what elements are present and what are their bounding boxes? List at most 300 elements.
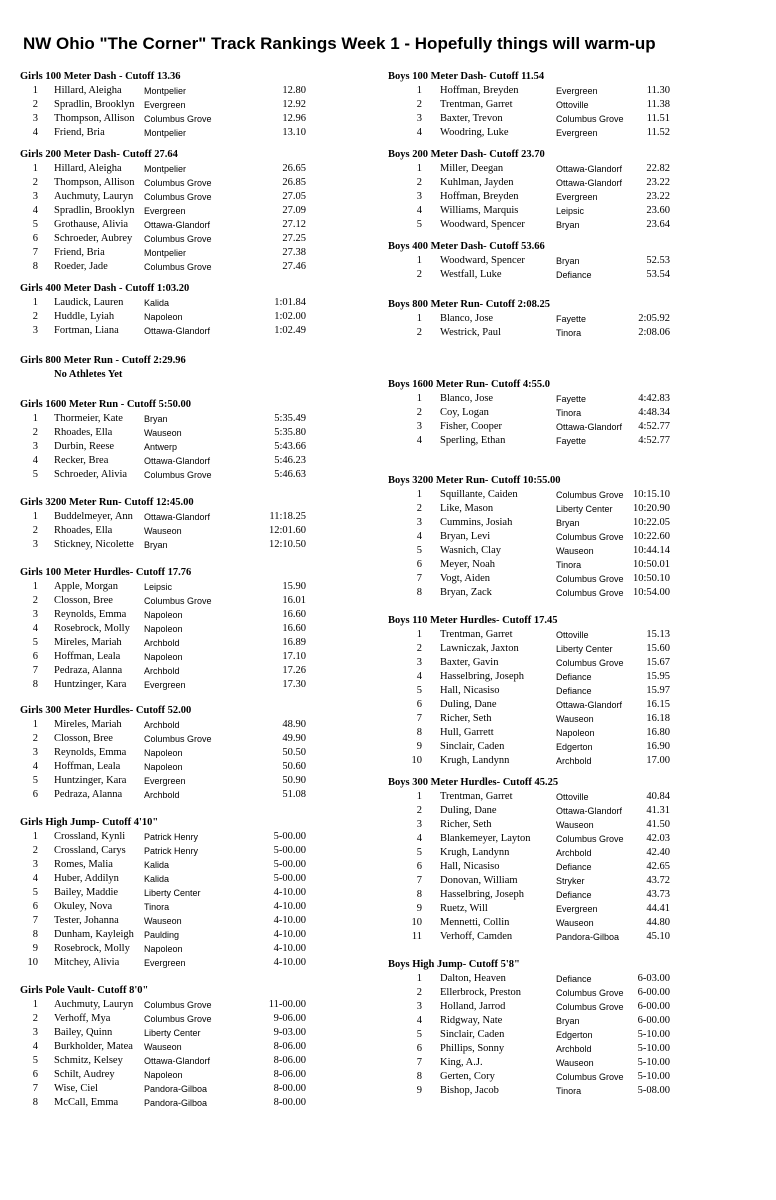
rank: 3 bbox=[416, 517, 422, 528]
athlete-name: Krugh, Landynn bbox=[440, 755, 510, 766]
athlete-name: Ruetz, Will bbox=[440, 903, 488, 914]
school: Bryan bbox=[556, 518, 580, 528]
result-row bbox=[388, 1084, 748, 1098]
result-row bbox=[388, 126, 748, 140]
athlete-name: Stickney, Nicolette bbox=[54, 539, 134, 550]
athlete-name: Richer, Seth bbox=[440, 713, 492, 724]
rank: 3 bbox=[416, 191, 422, 202]
event-block bbox=[388, 474, 748, 600]
mark: 43.72 bbox=[646, 875, 670, 886]
result-row bbox=[20, 622, 380, 636]
event-block bbox=[20, 398, 380, 482]
school: Archbold bbox=[556, 848, 592, 858]
mark: 15.13 bbox=[646, 629, 670, 640]
school: Fayette bbox=[556, 394, 587, 404]
result-row bbox=[388, 804, 748, 818]
mark: 23.60 bbox=[646, 205, 670, 216]
mark: 12:10.50 bbox=[268, 539, 306, 550]
mark: 42.40 bbox=[646, 847, 670, 858]
mark: 4-10.00 bbox=[273, 957, 306, 968]
athlete-name: Buddelmeyer, Ann bbox=[54, 511, 133, 522]
athlete-name: Romes, Malia bbox=[54, 859, 113, 870]
mark: 10:54.00 bbox=[632, 587, 670, 598]
athlete-name: Huntzinger, Kara bbox=[54, 775, 127, 786]
school: Napoleon bbox=[144, 312, 183, 322]
mark: 41.50 bbox=[646, 819, 670, 830]
mark: 10:15.10 bbox=[632, 489, 670, 500]
school: Ottoville bbox=[556, 100, 589, 110]
athlete-name: Reynolds, Emma bbox=[54, 747, 127, 758]
athlete-name: Baxter, Gavin bbox=[440, 657, 499, 668]
athlete-name: Duling, Dane bbox=[440, 699, 497, 710]
athlete-name: Phillips, Sonny bbox=[440, 1043, 505, 1054]
rank: 5 bbox=[416, 847, 422, 858]
mark: 4:52.77 bbox=[638, 435, 670, 446]
mark: 16.18 bbox=[646, 713, 670, 724]
result-row bbox=[388, 420, 748, 434]
athlete-name: Duling, Dane bbox=[440, 805, 497, 816]
school: Wauseon bbox=[556, 820, 594, 830]
result-row bbox=[20, 176, 380, 190]
athlete-name: Thompson, Allison bbox=[54, 177, 135, 188]
result-row bbox=[388, 406, 748, 420]
mark: 23.22 bbox=[646, 191, 670, 202]
school: Ottawa-Glandorf bbox=[144, 512, 211, 522]
mark: 10:22.60 bbox=[632, 531, 670, 542]
result-row bbox=[20, 914, 380, 928]
result-row bbox=[20, 788, 380, 802]
school: Archbold bbox=[144, 666, 180, 676]
mark: 5-08.00 bbox=[637, 1085, 670, 1096]
result-row bbox=[388, 502, 748, 516]
rank: 7 bbox=[416, 1057, 422, 1068]
rank: 1 bbox=[32, 413, 38, 424]
result-row bbox=[20, 608, 380, 622]
mark: 4:52.77 bbox=[638, 421, 670, 432]
result-row bbox=[388, 656, 748, 670]
school: Paulding bbox=[144, 930, 180, 940]
mark: 10:44.14 bbox=[632, 545, 670, 556]
school: Wauseon bbox=[556, 546, 594, 556]
result-row bbox=[20, 774, 380, 788]
athlete-name: Miller, Deegan bbox=[440, 163, 504, 174]
result-row bbox=[388, 190, 748, 204]
mark: 8-06.00 bbox=[273, 1041, 306, 1052]
athlete-name: Hillard, Aleigha bbox=[54, 163, 122, 174]
school: Columbus Grove bbox=[556, 658, 624, 668]
school: Columbus Grove bbox=[144, 234, 212, 244]
school: Defiance bbox=[556, 862, 592, 872]
rank: 2 bbox=[32, 177, 38, 188]
athlete-name: Auchmuty, Lauryn bbox=[54, 999, 134, 1010]
result-row bbox=[388, 1014, 748, 1028]
school: Defiance bbox=[556, 974, 592, 984]
mark: 6-03.00 bbox=[637, 973, 670, 984]
school: Defiance bbox=[556, 270, 592, 280]
athlete-name: Dalton, Heaven bbox=[440, 973, 506, 984]
result-row bbox=[388, 84, 748, 98]
athlete-name: Bailey, Maddie bbox=[54, 887, 119, 898]
athlete-name: Baxter, Trevon bbox=[440, 113, 503, 124]
result-row bbox=[388, 516, 748, 530]
mark: 11.30 bbox=[646, 85, 670, 96]
athlete-name: Blankemeyer, Layton bbox=[440, 833, 531, 844]
rank: 8 bbox=[416, 889, 422, 900]
athlete-name: McCall, Emma bbox=[54, 1097, 119, 1108]
rank: 6 bbox=[416, 699, 422, 710]
result-row bbox=[20, 858, 380, 872]
school: Ottawa-Glandorf bbox=[144, 220, 211, 230]
school: Columbus Grove bbox=[556, 490, 624, 500]
mark: 15.97 bbox=[646, 685, 670, 696]
rank: 3 bbox=[416, 657, 422, 668]
result-row bbox=[388, 832, 748, 846]
athlete-name: Schilt, Audrey bbox=[54, 1069, 115, 1080]
mark: 11.38 bbox=[646, 99, 670, 110]
rank: 7 bbox=[32, 247, 38, 258]
rank: 4 bbox=[416, 531, 422, 542]
result-row bbox=[388, 268, 748, 282]
mark: 17.00 bbox=[646, 755, 670, 766]
athlete-name: Sinclair, Caden bbox=[440, 1029, 505, 1040]
school: Leipsic bbox=[144, 582, 173, 592]
mark: 27.38 bbox=[282, 247, 306, 258]
mark: 50.50 bbox=[282, 747, 306, 758]
mark: 8-00.00 bbox=[273, 1097, 306, 1108]
rank: 7 bbox=[32, 915, 38, 926]
mark: 48.90 bbox=[282, 719, 306, 730]
school: Kalida bbox=[144, 874, 170, 884]
school: Columbus Grove bbox=[556, 588, 624, 598]
event-title: Boys 200 Meter Dash- Cutoff 23.70 bbox=[388, 149, 545, 160]
mark: 5-00.00 bbox=[273, 831, 306, 842]
result-row bbox=[20, 440, 380, 454]
athlete-name: Reynolds, Emma bbox=[54, 609, 127, 620]
mark: 5:46.23 bbox=[274, 455, 306, 466]
school: Bryan bbox=[144, 540, 168, 550]
rank: 7 bbox=[416, 713, 422, 724]
result-row bbox=[20, 204, 380, 218]
school: Tinora bbox=[556, 328, 582, 338]
rank: 1 bbox=[416, 489, 422, 500]
event-block bbox=[388, 378, 748, 448]
event-title: Girls 100 Meter Dash - Cutoff 13.36 bbox=[20, 71, 181, 82]
rank: 3 bbox=[416, 1001, 422, 1012]
rank: 4 bbox=[416, 1015, 422, 1026]
event-title: Boys 100 Meter Dash- Cutoff 11.54 bbox=[388, 71, 545, 82]
result-row bbox=[388, 218, 748, 232]
result-row bbox=[388, 684, 748, 698]
rank: 7 bbox=[32, 1083, 38, 1094]
rank: 7 bbox=[416, 875, 422, 886]
rank: 1 bbox=[416, 393, 422, 404]
mark: 15.95 bbox=[646, 671, 670, 682]
rank: 2 bbox=[416, 99, 422, 110]
mark: 17.10 bbox=[282, 651, 306, 662]
rank: 7 bbox=[416, 573, 422, 584]
school: Fayette bbox=[556, 314, 587, 324]
event-title: Boys 110 Meter Hurdles- Cutoff 17.45 bbox=[388, 615, 558, 626]
school: Ottoville bbox=[556, 792, 589, 802]
school: Columbus Grove bbox=[144, 734, 212, 744]
athlete-name: Holland, Jarrod bbox=[440, 1001, 506, 1012]
mark: 17.30 bbox=[282, 679, 306, 690]
school: Columbus Grove bbox=[144, 114, 212, 124]
event-title: Girls 100 Meter Hurdles- Cutoff 17.76 bbox=[20, 567, 192, 578]
mark: 15.67 bbox=[646, 657, 670, 668]
result-row bbox=[388, 530, 748, 544]
mark: 5-10.00 bbox=[637, 1043, 670, 1054]
rank: 1 bbox=[416, 973, 422, 984]
event-block bbox=[388, 240, 748, 282]
result-row bbox=[20, 296, 380, 310]
mark: 16.15 bbox=[646, 699, 670, 710]
school: Columbus Grove bbox=[144, 1000, 212, 1010]
school: Napoleon bbox=[144, 610, 183, 620]
result-row bbox=[20, 310, 380, 324]
event-title: Boys 800 Meter Run- Cutoff 2:08.25 bbox=[388, 299, 550, 310]
rank: 4 bbox=[32, 205, 38, 216]
athlete-name: Crossland, Kynli bbox=[54, 831, 126, 842]
athlete-name: Bailey, Quinn bbox=[54, 1027, 113, 1038]
result-row bbox=[20, 524, 380, 538]
result-row bbox=[388, 726, 748, 740]
mark: 22.82 bbox=[646, 163, 670, 174]
result-row bbox=[388, 1028, 748, 1042]
athlete-name: Williams, Marquis bbox=[440, 205, 519, 216]
result-row bbox=[20, 1082, 380, 1096]
event-block bbox=[20, 984, 380, 1110]
school: Archbold bbox=[144, 720, 180, 730]
rank: 3 bbox=[32, 539, 38, 550]
school: Bryan bbox=[556, 220, 580, 230]
result-row bbox=[20, 998, 380, 1012]
result-row bbox=[20, 1096, 380, 1110]
mark: 11.52 bbox=[646, 127, 670, 138]
event-block bbox=[20, 282, 380, 338]
result-row bbox=[388, 860, 748, 874]
school: Ottawa-Glandorf bbox=[556, 422, 623, 432]
result-row bbox=[20, 510, 380, 524]
mark: 13.10 bbox=[282, 127, 306, 138]
mark: 23.64 bbox=[646, 219, 670, 230]
school: Evergreen bbox=[144, 958, 186, 968]
result-row bbox=[20, 112, 380, 126]
result-row bbox=[20, 664, 380, 678]
athlete-name: Squillante, Caiden bbox=[440, 489, 518, 500]
school: Archbold bbox=[556, 1044, 592, 1054]
athlete-name: Hoffman, Leala bbox=[54, 651, 121, 662]
result-row bbox=[388, 1056, 748, 1070]
event-title: Girls 400 Meter Dash - Cutoff 1:03.20 bbox=[20, 283, 190, 294]
rank: 1 bbox=[32, 831, 38, 842]
mark: 5-00.00 bbox=[273, 873, 306, 884]
athlete-name: Lawniczak, Jaxton bbox=[440, 643, 519, 654]
athlete-name: Ridgway, Nate bbox=[440, 1015, 503, 1026]
page-title: NW Ohio "The Corner" Track Rankings Week 1 - Hopefully things will warm-up bbox=[23, 34, 656, 53]
mark: 1:02.00 bbox=[274, 311, 306, 322]
boys-column bbox=[388, 70, 748, 1098]
school: Columbus Grove bbox=[144, 178, 212, 188]
result-row bbox=[20, 218, 380, 232]
mark: 1:02.49 bbox=[274, 325, 306, 336]
rank: 2 bbox=[416, 407, 422, 418]
rank: 8 bbox=[32, 929, 38, 940]
event-block bbox=[388, 70, 748, 140]
rank: 4 bbox=[32, 1041, 38, 1052]
mark: 26.85 bbox=[282, 177, 306, 188]
athlete-name: Rosebrock, Molly bbox=[54, 943, 130, 954]
athlete-name: Verhoff, Mya bbox=[54, 1013, 111, 1024]
event-title: Girls 300 Meter Hurdles- Cutoff 52.00 bbox=[20, 705, 192, 716]
result-row bbox=[388, 902, 748, 916]
athlete-name: Kuhlman, Jayden bbox=[440, 177, 514, 188]
school: Archbold bbox=[556, 756, 592, 766]
rank: 3 bbox=[32, 113, 38, 124]
school: Evergreen bbox=[144, 776, 186, 786]
school: Liberty Center bbox=[556, 504, 613, 514]
school: Ottawa-Glandorf bbox=[556, 700, 623, 710]
school: Pandora-Gilboa bbox=[144, 1084, 208, 1094]
school: Montpelier bbox=[144, 248, 187, 258]
mark: 10:20.90 bbox=[632, 503, 670, 514]
mark: 10:50.01 bbox=[632, 559, 670, 570]
mark: 17.26 bbox=[282, 665, 306, 676]
result-row bbox=[20, 886, 380, 900]
athlete-name: Bryan, Zack bbox=[440, 587, 492, 598]
rank: 5 bbox=[416, 219, 422, 230]
school: Napoleon bbox=[144, 1070, 183, 1080]
rank: 10 bbox=[411, 755, 422, 766]
rank: 1 bbox=[416, 85, 422, 96]
mark: 5:35.80 bbox=[274, 427, 306, 438]
rank: 3 bbox=[32, 859, 38, 870]
athlete-name: Hoffman, Leala bbox=[54, 761, 121, 772]
athlete-name: Krugh, Landynn bbox=[440, 847, 510, 858]
mark: 52.53 bbox=[646, 255, 670, 266]
school: Edgerton bbox=[556, 742, 593, 752]
result-row bbox=[20, 126, 380, 140]
school: Evergreen bbox=[556, 86, 598, 96]
rank: 3 bbox=[416, 113, 422, 124]
mark: 6-00.00 bbox=[637, 987, 670, 998]
mark: 5-10.00 bbox=[637, 1057, 670, 1068]
rank: 7 bbox=[32, 665, 38, 676]
rank: 9 bbox=[416, 741, 422, 752]
mark: 5-10.00 bbox=[637, 1029, 670, 1040]
school: Ottawa-Glandorf bbox=[556, 806, 623, 816]
mark: 4:42.83 bbox=[638, 393, 670, 404]
rank: 6 bbox=[32, 789, 38, 800]
athlete-name: Hall, Nicasiso bbox=[440, 685, 500, 696]
mark: 11-00.00 bbox=[268, 999, 306, 1010]
rank: 2 bbox=[416, 327, 422, 338]
mark: 8-00.00 bbox=[273, 1083, 306, 1094]
athlete-name: Fisher, Cooper bbox=[440, 421, 502, 432]
school: Bryan bbox=[144, 414, 168, 424]
rank: 1 bbox=[32, 85, 38, 96]
athlete-name: Gerten, Cory bbox=[440, 1071, 495, 1082]
result-row bbox=[20, 162, 380, 176]
rank: 8 bbox=[416, 727, 422, 738]
result-row bbox=[20, 760, 380, 774]
rank: 6 bbox=[32, 1069, 38, 1080]
mark: 4-10.00 bbox=[273, 901, 306, 912]
result-row bbox=[20, 1054, 380, 1068]
result-row bbox=[388, 916, 748, 930]
result-row bbox=[20, 872, 380, 886]
mark: 8-06.00 bbox=[273, 1055, 306, 1066]
result-row bbox=[388, 558, 748, 572]
rank: 1 bbox=[416, 629, 422, 640]
result-row bbox=[388, 434, 748, 448]
mark: 44.41 bbox=[646, 903, 670, 914]
result-row bbox=[388, 204, 748, 218]
mark: 27.05 bbox=[282, 191, 306, 202]
result-row bbox=[388, 712, 748, 726]
result-row bbox=[388, 740, 748, 754]
school: Defiance bbox=[556, 890, 592, 900]
rank: 5 bbox=[32, 775, 38, 786]
school: Wauseon bbox=[144, 428, 182, 438]
result-row bbox=[20, 1012, 380, 1026]
school: Columbus Grove bbox=[144, 596, 212, 606]
school: Patrick Henry bbox=[144, 832, 199, 842]
girls-column bbox=[20, 70, 380, 1110]
result-row bbox=[20, 468, 380, 482]
event-title: Girls 800 Meter Run - Cutoff 2:29.96 bbox=[20, 355, 186, 366]
mark: 2:05.92 bbox=[638, 313, 670, 324]
school: Napoleon bbox=[144, 624, 183, 634]
rank: 4 bbox=[32, 127, 38, 138]
event-block bbox=[20, 566, 380, 692]
school: Leipsic bbox=[556, 206, 585, 216]
school: Tinora bbox=[556, 408, 582, 418]
rank: 1 bbox=[32, 999, 38, 1010]
rank: 2 bbox=[32, 845, 38, 856]
mark: 4:48.34 bbox=[638, 407, 670, 418]
result-row bbox=[20, 454, 380, 468]
result-row bbox=[20, 538, 380, 552]
athlete-name: Rosebrock, Molly bbox=[54, 623, 130, 634]
athlete-name: Like, Mason bbox=[440, 503, 494, 514]
athlete-name: Burkholder, Matea bbox=[54, 1041, 133, 1052]
mark: 15.90 bbox=[282, 581, 306, 592]
athlete-name: Vogt, Aiden bbox=[440, 573, 490, 584]
rank: 2 bbox=[32, 311, 38, 322]
rank: 6 bbox=[416, 559, 422, 570]
athlete-name: Wasnich, Clay bbox=[440, 545, 501, 556]
event-title: Boys 3200 Meter Run- Cutoff 10:55.00 bbox=[388, 475, 561, 486]
result-row bbox=[388, 488, 748, 502]
school: Napoleon bbox=[144, 944, 183, 954]
rank: 4 bbox=[416, 671, 422, 682]
rank: 3 bbox=[32, 1027, 38, 1038]
mark: 4-10.00 bbox=[273, 915, 306, 926]
school: Columbus Grove bbox=[556, 574, 624, 584]
school: Evergreen bbox=[144, 206, 186, 216]
rank: 1 bbox=[32, 581, 38, 592]
athlete-name: Cummins, Josiah bbox=[440, 517, 513, 528]
rank: 1 bbox=[416, 163, 422, 174]
mark: 12.80 bbox=[282, 85, 306, 96]
result-row bbox=[388, 392, 748, 406]
result-row bbox=[388, 1000, 748, 1014]
mark: 43.73 bbox=[646, 889, 670, 900]
rank: 8 bbox=[416, 587, 422, 598]
rank: 1 bbox=[416, 791, 422, 802]
rank: 5 bbox=[32, 469, 38, 480]
